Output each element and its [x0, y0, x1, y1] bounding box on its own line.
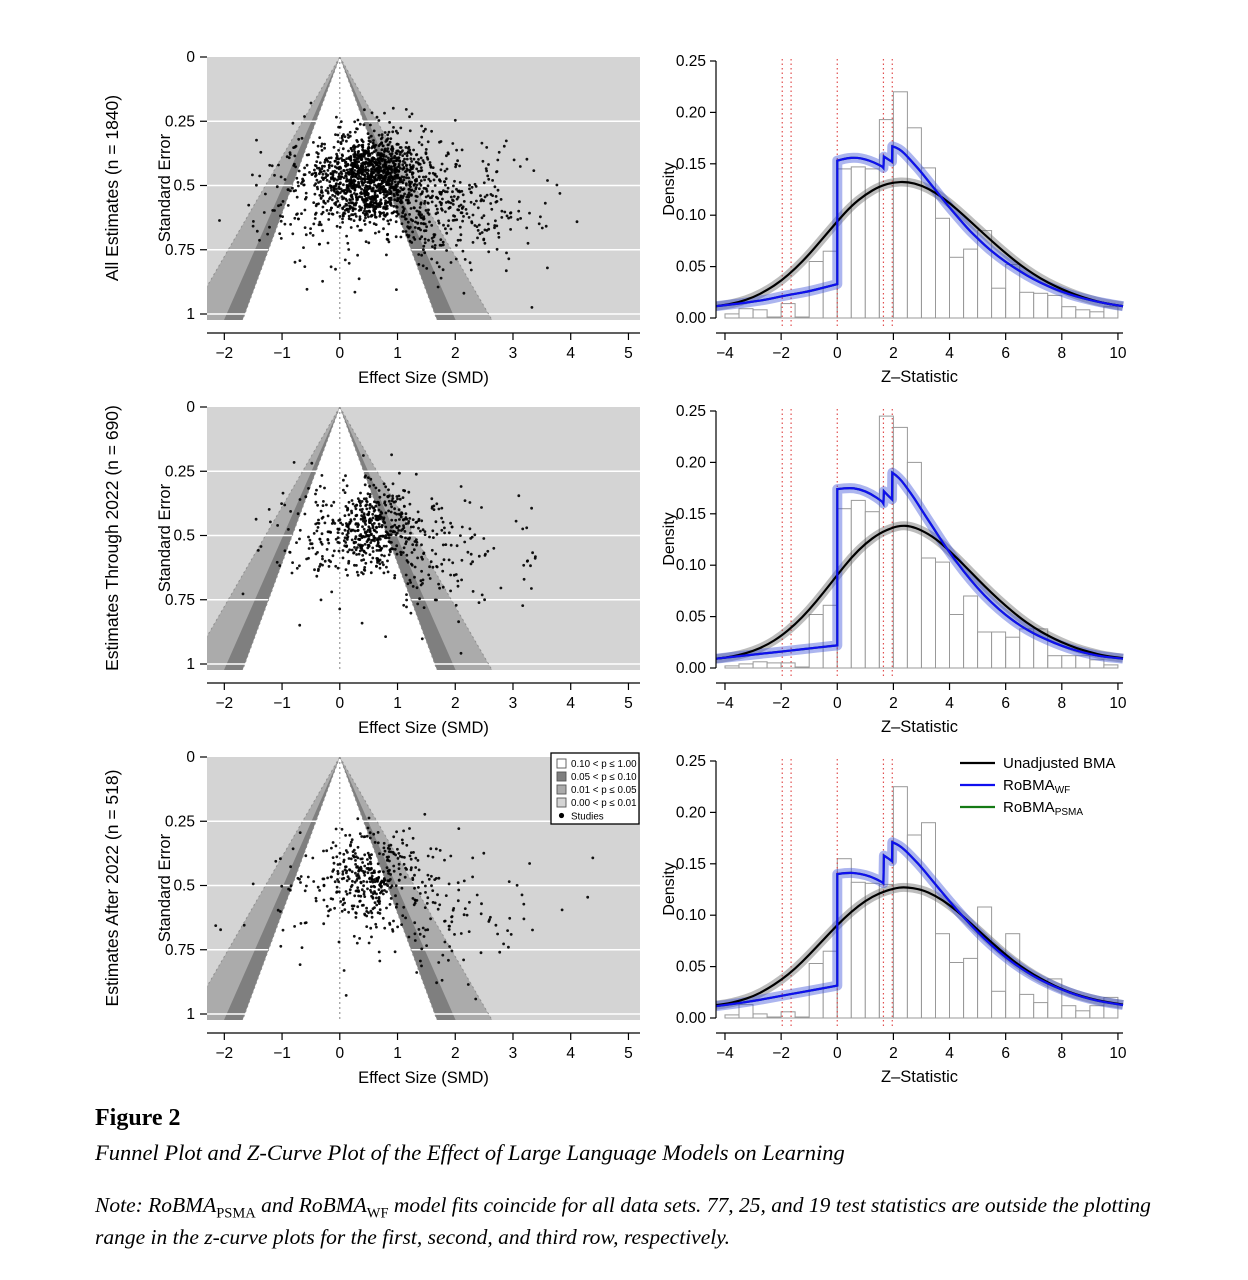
- funnel-panel: [102, 49, 640, 387]
- y-axis-title: Density: [661, 512, 678, 566]
- svg-text:1: 1: [393, 1045, 402, 1062]
- svg-text:4: 4: [566, 345, 576, 362]
- row-label: Estimates After 2022 (n = 518): [102, 769, 122, 1007]
- svg-text:2: 2: [889, 695, 898, 712]
- svg-text:0: 0: [186, 399, 195, 416]
- svg-text:1: 1: [393, 695, 402, 712]
- svg-text:3: 3: [508, 345, 518, 362]
- svg-text:0.00 < p ≤ 0.01: 0.00 < p ≤ 0.01: [571, 798, 637, 809]
- note-sub-wf: WF: [366, 1205, 389, 1222]
- svg-text:10: 10: [1109, 695, 1127, 712]
- svg-text:0.05 < p ≤ 0.10: 0.05 < p ≤ 0.10: [571, 772, 637, 783]
- svg-text:−1: −1: [273, 695, 291, 712]
- svg-text:5: 5: [624, 345, 633, 362]
- svg-text:0.15: 0.15: [675, 505, 706, 523]
- svg-text:10: 10: [1109, 345, 1127, 362]
- row-label: Estimates Through 2022 (n = 690): [102, 405, 122, 671]
- svg-text:0: 0: [335, 1045, 345, 1062]
- svg-text:0: 0: [335, 345, 345, 362]
- svg-text:−2: −2: [215, 695, 234, 712]
- svg-text:0.75: 0.75: [164, 941, 195, 959]
- zcurve-plot-all-estimates: [660, 45, 1146, 395]
- svg-text:8: 8: [1057, 1045, 1067, 1062]
- svg-text:0: 0: [832, 695, 842, 712]
- funnel-regions: [182, 407, 640, 679]
- svg-text:0.15: 0.15: [675, 855, 706, 873]
- svg-text:−2: −2: [215, 345, 234, 362]
- svg-text:5: 5: [624, 695, 633, 712]
- x-axis-title: Z–Statistic: [880, 718, 959, 736]
- funnel-legend: [551, 753, 639, 824]
- figure-title: Funnel Plot and Z-Curve Plot of the Effect of Large Language Models on Learning: [95, 1140, 845, 1165]
- zcurve-panel: [661, 753, 1127, 1086]
- x-axis-title: Z–Statistic: [880, 1068, 959, 1086]
- svg-text:0.10: 0.10: [675, 557, 706, 575]
- y-axis-title: Standard Error: [156, 133, 174, 243]
- svg-text:Studies: Studies: [571, 811, 604, 823]
- svg-text:0.01 < p ≤ 0.05: 0.01 < p ≤ 0.05: [571, 785, 637, 796]
- svg-text:6: 6: [1001, 695, 1010, 712]
- funnel-panel: [102, 399, 640, 737]
- svg-text:1: 1: [186, 1006, 195, 1023]
- svg-text:0.25: 0.25: [164, 463, 195, 481]
- svg-text:2: 2: [450, 345, 460, 362]
- y-axis-title: Density: [661, 162, 678, 216]
- zcurve-plot-after-2022: [660, 745, 1146, 1095]
- x-axis-title: Z–Statistic: [880, 368, 959, 386]
- svg-text:0.00: 0.00: [675, 310, 706, 327]
- svg-text:0.5: 0.5: [173, 527, 195, 545]
- svg-text:0.25: 0.25: [164, 113, 195, 131]
- svg-text:−4: −4: [716, 1045, 734, 1062]
- svg-text:−2: −2: [215, 1045, 234, 1062]
- svg-text:2: 2: [450, 695, 460, 712]
- x-axis-title: Effect Size (SMD): [358, 719, 489, 737]
- svg-text:0.25: 0.25: [164, 813, 195, 831]
- svg-text:−2: −2: [772, 345, 790, 362]
- svg-text:0.05: 0.05: [675, 958, 706, 976]
- svg-text:0.20: 0.20: [675, 454, 706, 472]
- zcurve-legend: [960, 755, 1116, 818]
- svg-text:0.25: 0.25: [675, 403, 706, 420]
- svg-text:0.00: 0.00: [675, 660, 706, 677]
- svg-text:−4: −4: [716, 345, 734, 362]
- svg-text:2: 2: [889, 345, 898, 362]
- svg-text:−1: −1: [273, 1045, 291, 1062]
- svg-text:4: 4: [566, 695, 576, 712]
- svg-text:3: 3: [508, 695, 518, 712]
- svg-text:Unadjusted BMA: Unadjusted BMA: [1003, 755, 1116, 772]
- row-through-2022: [0, 395, 1248, 745]
- note-part1: Note: RoBMA: [95, 1193, 217, 1217]
- figure-label: Figure 2: [95, 1105, 181, 1131]
- svg-text:0.10: 0.10: [675, 207, 706, 225]
- svg-text:RoBMAPSMA: RoBMA$_{PSMA}$: [1003, 799, 1084, 818]
- note-sub-psma: PSMA: [216, 1205, 256, 1222]
- svg-text:0.20: 0.20: [675, 104, 706, 122]
- figure-note: [95, 1190, 1170, 1253]
- x-axis-title: Effect Size (SMD): [358, 1069, 489, 1087]
- row-after-2022: [0, 745, 1248, 1095]
- svg-text:0.25: 0.25: [675, 753, 706, 770]
- svg-text:2: 2: [889, 1045, 898, 1062]
- svg-text:8: 8: [1057, 695, 1067, 712]
- funnel-plot-after-2022: [0, 745, 660, 1095]
- svg-text:10: 10: [1109, 1045, 1127, 1062]
- note-part2: and RoBMA: [255, 1193, 367, 1217]
- svg-text:6: 6: [1001, 345, 1010, 362]
- svg-text:0: 0: [832, 345, 842, 362]
- row-label: All Estimates (n = 1840): [102, 94, 122, 282]
- svg-text:0.75: 0.75: [164, 591, 195, 609]
- svg-text:4: 4: [945, 695, 954, 712]
- svg-text:0: 0: [186, 749, 195, 766]
- svg-text:0: 0: [335, 695, 345, 712]
- svg-text:1: 1: [186, 656, 195, 673]
- svg-text:4: 4: [945, 1045, 954, 1062]
- svg-text:4: 4: [566, 1045, 576, 1062]
- svg-text:1: 1: [393, 345, 402, 362]
- svg-text:0: 0: [186, 49, 195, 66]
- svg-text:0.25: 0.25: [675, 53, 706, 70]
- note-part3: model fits coincide for all data sets. 77, 25, and 19 test statistics are outside the plotting range in the z-curve plots for the first, second, and third row, respectively.: [95, 1193, 1151, 1249]
- svg-text:RoBMAWF: RoBMA$_{WF}$: [1003, 777, 1071, 796]
- funnel-panel: [102, 749, 640, 1087]
- row-all-estimates: [0, 45, 1248, 395]
- zcurve-plot-through-2022: [660, 395, 1146, 745]
- svg-text:−2: −2: [772, 695, 790, 712]
- svg-text:8: 8: [1057, 345, 1067, 362]
- svg-text:0.05: 0.05: [675, 258, 706, 276]
- svg-text:−2: −2: [772, 1045, 790, 1062]
- svg-text:1: 1: [186, 306, 195, 323]
- funnel-plot-all-estimates: [0, 45, 660, 395]
- svg-text:6: 6: [1001, 1045, 1010, 1062]
- svg-text:−1: −1: [273, 345, 291, 362]
- svg-text:5: 5: [624, 1045, 633, 1062]
- svg-text:3: 3: [508, 1045, 518, 1062]
- y-axis-title: Standard Error: [156, 833, 174, 943]
- svg-text:0.5: 0.5: [173, 877, 195, 895]
- svg-text:0.10: 0.10: [675, 907, 706, 925]
- svg-text:0.05: 0.05: [675, 608, 706, 626]
- y-axis-title: Density: [661, 862, 678, 916]
- figure-caption: [0, 1095, 1248, 1253]
- x-axis-title: Effect Size (SMD): [358, 369, 489, 387]
- zcurve-panel: [661, 403, 1127, 736]
- svg-text:−4: −4: [716, 695, 734, 712]
- funnel-plot-through-2022: [0, 395, 660, 745]
- funnel-regions: [182, 57, 640, 329]
- y-axis-title: Standard Error: [156, 483, 174, 593]
- svg-text:4: 4: [945, 345, 954, 362]
- svg-text:2: 2: [450, 1045, 460, 1062]
- svg-text:0.5: 0.5: [173, 177, 195, 195]
- svg-text:0.20: 0.20: [675, 804, 706, 822]
- zcurve-panel: [661, 53, 1127, 386]
- svg-text:0.00: 0.00: [675, 1010, 706, 1027]
- svg-text:0.10 < p ≤ 1.00: 0.10 < p ≤ 1.00: [571, 759, 637, 770]
- svg-text:0.15: 0.15: [675, 155, 706, 173]
- svg-text:0.75: 0.75: [164, 241, 195, 259]
- svg-text:0: 0: [832, 1045, 842, 1062]
